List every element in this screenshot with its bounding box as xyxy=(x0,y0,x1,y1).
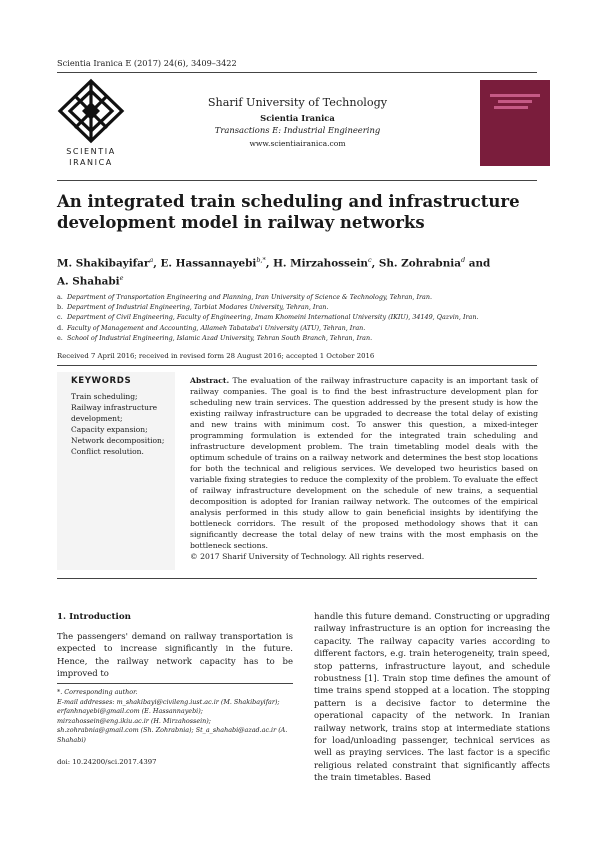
copyright-notice: © 2017 Sharif University of Technology. All rights reserved. xyxy=(190,552,425,561)
keyword: Railway infrastructure development; xyxy=(71,403,158,423)
abstract-rule xyxy=(57,578,537,579)
author: H. Mirzahossein xyxy=(273,257,368,270)
footnote-marker: *. xyxy=(57,688,63,696)
intro-paragraph-right: handle this future demand. Constructing or upgrading railway infrastructure is an option for increasing the capacity. The railway capacity varies according to different factors, e.g. train heterogeneity, train speed, stop patterns, infrastructure layout, and schedule robustness [1]. Train stop time defines the amount of time trains spend stopped at a location. The stopping pattern is a decisive factor to determine the operational capacity of the network. In Iranian railway network, trains stop at intermediate stations for load/unloading passenger, technical services as well as praying services. The last factor is a specific religious related constraint that significantly affects the train timetables. Based xyxy=(314,612,550,784)
footnote-emails: E-mail addresses: m_shakibayi@civileng.iust.ac.ir (M. Shakibayifar); erfanhnayebi@gmail.com (E. Hassannayebi); mirzahossein@eng.ikiu.ac.ir (H. Mirzahossein); sh.zohrabnia@gmail.com (Sh. Zohrabnia); St_a_shahabi@azad.ac.ir (A. Shahabi) xyxy=(57,697,288,744)
author-sup: d xyxy=(460,256,466,264)
footnote-rule xyxy=(57,683,293,684)
journal-website: www.scientiairanica.com xyxy=(249,139,346,148)
journal-name: Scientia Iranica xyxy=(260,113,335,123)
affiliations xyxy=(57,292,542,343)
affiliation: d. Faculty of Management and Accounting, Allameh Tabataba'i University (ATU), Tehran, Iran. xyxy=(57,323,366,332)
header-rule-top xyxy=(57,72,537,73)
received-rule xyxy=(57,365,537,366)
keywords-list xyxy=(71,391,171,457)
author-sup: a xyxy=(149,256,154,264)
journal-masthead xyxy=(195,96,400,148)
affiliation: e. School of Industrial Engineering, Islamic Azad University, Tehran South Branch, Tehran, Iran. xyxy=(57,333,373,342)
university-name: Sharif University of Technology xyxy=(207,96,388,109)
journal-series: Transactions E: Industrial Engineering xyxy=(214,125,381,135)
intro-paragraph-left: The passengers' demand on railway transportation is expected to increase significantly in the future. Hence, the railway network capacity has to be improved to xyxy=(57,632,293,680)
article-title: An integrated train scheduling and infrastructure development model in railway networks xyxy=(57,192,520,232)
author-sup: e xyxy=(119,274,124,283)
logo-text-top: SCIENTIA xyxy=(66,147,116,156)
header-rule-bottom xyxy=(57,180,537,181)
doi: doi: 10.24200/sci.2017.4397 xyxy=(57,758,157,766)
abstract-text: The evaluation of the railway infrastructure capacity is an important task of railway companies. The goal is to find the best infrastructure development plan for scheduling new train services. The question addressed by the present study is how the existing railway infrastructure can be upgraded to decrease the total delay of existing and new trains with minimum cost. To answer this question, a mixed-integer programming formulation is extended for the integrated train scheduling and infrastructure development problem. The train timetabling model deals with the optimum schedule of trains on a railway network and determines the best stop locations for both the technical and religious services. We developed two heuristics based on variable fixing strategies to reduce the complexity of the problem. To evaluate the effect of railway infrastructure development on the schedule of new trains, a sequential decomposition is adopted for Iranian railway network. The outcomes of the empirical analysis performed in this study allow to gain beneficial insights by identifying the bottleneck corridors. The result of the proposed methodology shows that it can significantly decrease the total delay of new trains with the most emphasis on the bottleneck sections. xyxy=(190,376,538,550)
keyword: Capacity expansion; xyxy=(71,425,148,434)
affiliation: c. Department of Civil Engineering, Faculty of Engineering, Imam Khomeini International University (IKIU), 34149, Qazvin, Iran. xyxy=(57,313,479,322)
author-sup: b,* xyxy=(256,256,266,264)
keyword: Conflict resolution. xyxy=(71,447,144,456)
keywords-box xyxy=(57,372,175,570)
author-sup: c xyxy=(367,256,372,264)
knot-logo-icon xyxy=(57,78,125,144)
received-dates: Received 7 April 2016; received in revised form 28 August 2016; accepted 1 October 2016 xyxy=(57,352,375,360)
journal-cover-image xyxy=(480,80,550,166)
corresponding-author-footnote xyxy=(57,688,293,746)
journal-citation: Scientia Iranica E (2017) 24(6), 3409–3422 xyxy=(57,58,237,68)
journal-logo xyxy=(57,78,125,174)
author: E. Hassannayebi xyxy=(160,257,257,270)
keyword: Network decomposition; xyxy=(71,436,165,445)
keyword: Train scheduling; xyxy=(71,392,138,401)
section-title-introduction: 1. Introduction xyxy=(57,612,131,622)
author-list: M. Shakibayifar$^a$, E. Hassannayebi$^{b,*}$, H. Mirzahossein$^c$, Sh. Zohrabnia$^d$ and A. Shahabi$^e$ xyxy=(57,256,491,288)
abstract-label: Abstract. xyxy=(190,376,230,385)
author: A. Shahabi xyxy=(57,275,120,288)
author: Sh. Zohrabnia xyxy=(378,257,461,270)
logo-text-bottom: IRANICA xyxy=(69,158,113,167)
abstract xyxy=(190,375,538,551)
affiliation: a. Department of Transportation Engineering and Planning, Iran University of Science & Technology, Tehran, Iran. xyxy=(57,293,432,301)
affiliation: b. Department of Industrial Engineering, Tarbiat Modares University, Tehran, Iran. xyxy=(57,303,329,312)
author: M. Shakibayifar xyxy=(57,257,150,270)
footnote-label: Corresponding author. xyxy=(64,688,138,696)
keywords-heading: KEYWORDS xyxy=(71,376,132,386)
